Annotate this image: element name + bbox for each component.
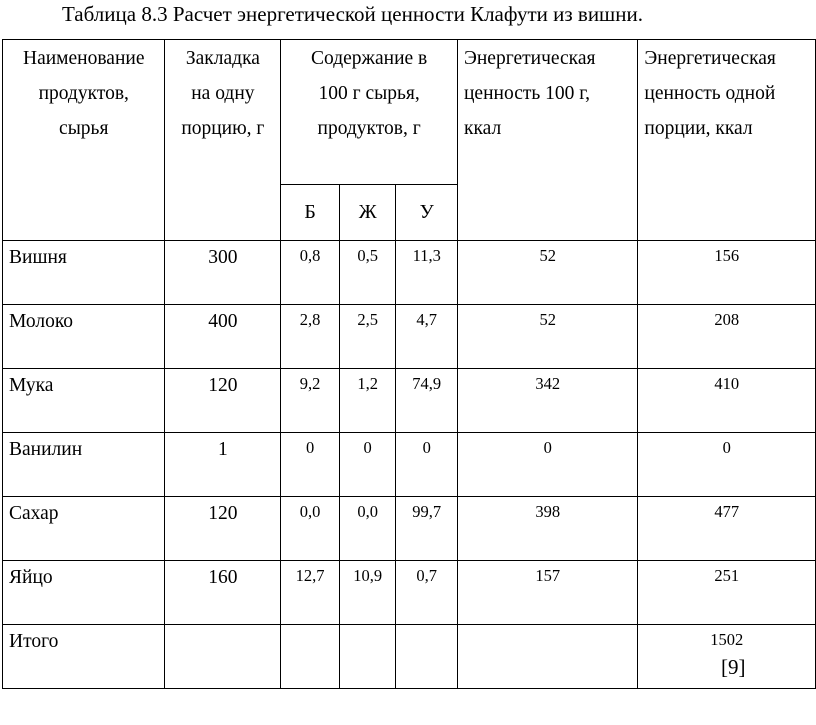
- empty-cell: [396, 625, 458, 689]
- empty-cell: [281, 625, 340, 689]
- empty-cell: [339, 625, 396, 689]
- product-name: Яйцо: [3, 561, 165, 625]
- protein-value: 0,0: [281, 497, 340, 561]
- header-energy-portion: Энергетическая ценность одной порции, ккал: [638, 40, 816, 241]
- header-content: Содержание в 100 г сырья, продуктов, г: [281, 40, 458, 185]
- protein-value: 9,2: [281, 369, 340, 433]
- fat-value: 1,2: [339, 369, 396, 433]
- energy-100g-value: 52: [458, 241, 638, 305]
- energy-100g-value: 157: [458, 561, 638, 625]
- portion-value: 400: [165, 305, 281, 369]
- energy-100g-value: 0: [458, 433, 638, 497]
- energy-100g-value: 398: [458, 497, 638, 561]
- carbs-value: 74,9: [396, 369, 458, 433]
- table-row: [3, 369, 816, 433]
- table-row: [3, 497, 816, 561]
- header-energy-100g: Энергетическая ценность 100 г, ккал: [458, 40, 638, 241]
- fat-value: 0,5: [339, 241, 396, 305]
- protein-value: 0: [281, 433, 340, 497]
- fat-value: 10,9: [339, 561, 396, 625]
- portion-value: 1: [165, 433, 281, 497]
- energy-portion-value: 208: [638, 305, 816, 369]
- empty-cell: [165, 625, 281, 689]
- carbs-value: 99,7: [396, 497, 458, 561]
- portion-value: 160: [165, 561, 281, 625]
- portion-value: 300: [165, 241, 281, 305]
- portion-value: 120: [165, 369, 281, 433]
- empty-cell: [458, 625, 638, 689]
- product-name: Молоко: [3, 305, 165, 369]
- table-row: [3, 433, 816, 497]
- energy-100g-value: 342: [458, 369, 638, 433]
- table-row: [3, 561, 816, 625]
- protein-value: 12,7: [281, 561, 340, 625]
- carbs-value: 0: [396, 433, 458, 497]
- table-caption: Таблица 8.3 Расчет энергетической ценности Клафути из вишни.: [62, 2, 643, 26]
- fat-value: 0,0: [339, 497, 396, 561]
- carbs-value: 0,7: [396, 561, 458, 625]
- carbs-value: 11,3: [396, 241, 458, 305]
- table-row: [3, 305, 816, 369]
- fat-value: 0: [339, 433, 396, 497]
- portion-value: 120: [165, 497, 281, 561]
- total-row: [3, 625, 816, 689]
- protein-value: 2,8: [281, 305, 340, 369]
- product-name: Сахар: [3, 497, 165, 561]
- header-product-name: Наименование продуктов, сырья: [3, 40, 165, 241]
- energy-value-table: [2, 39, 816, 689]
- protein-value: 0,8: [281, 241, 340, 305]
- energy-portion-value: 0: [638, 433, 816, 497]
- total-label: Итого: [3, 625, 165, 689]
- energy-portion-value: 156: [638, 241, 816, 305]
- header-portion: Закладка на одну порцию, г: [165, 40, 281, 241]
- product-name: Ванилин: [3, 433, 165, 497]
- header-carbs: У: [396, 185, 458, 241]
- energy-portion-value: 251: [638, 561, 816, 625]
- reference-note: [9]: [721, 655, 746, 679]
- product-name: Вишня: [3, 241, 165, 305]
- table-row: [3, 241, 816, 305]
- fat-value: 2,5: [339, 305, 396, 369]
- product-name: Мука: [3, 369, 165, 433]
- energy-100g-value: 52: [458, 305, 638, 369]
- energy-portion-value: 410: [638, 369, 816, 433]
- carbs-value: 4,7: [396, 305, 458, 369]
- total-energy-portion: 1502: [638, 625, 816, 689]
- header-protein: Б: [281, 185, 340, 241]
- header-fat: Ж: [339, 185, 396, 241]
- energy-portion-value: 477: [638, 497, 816, 561]
